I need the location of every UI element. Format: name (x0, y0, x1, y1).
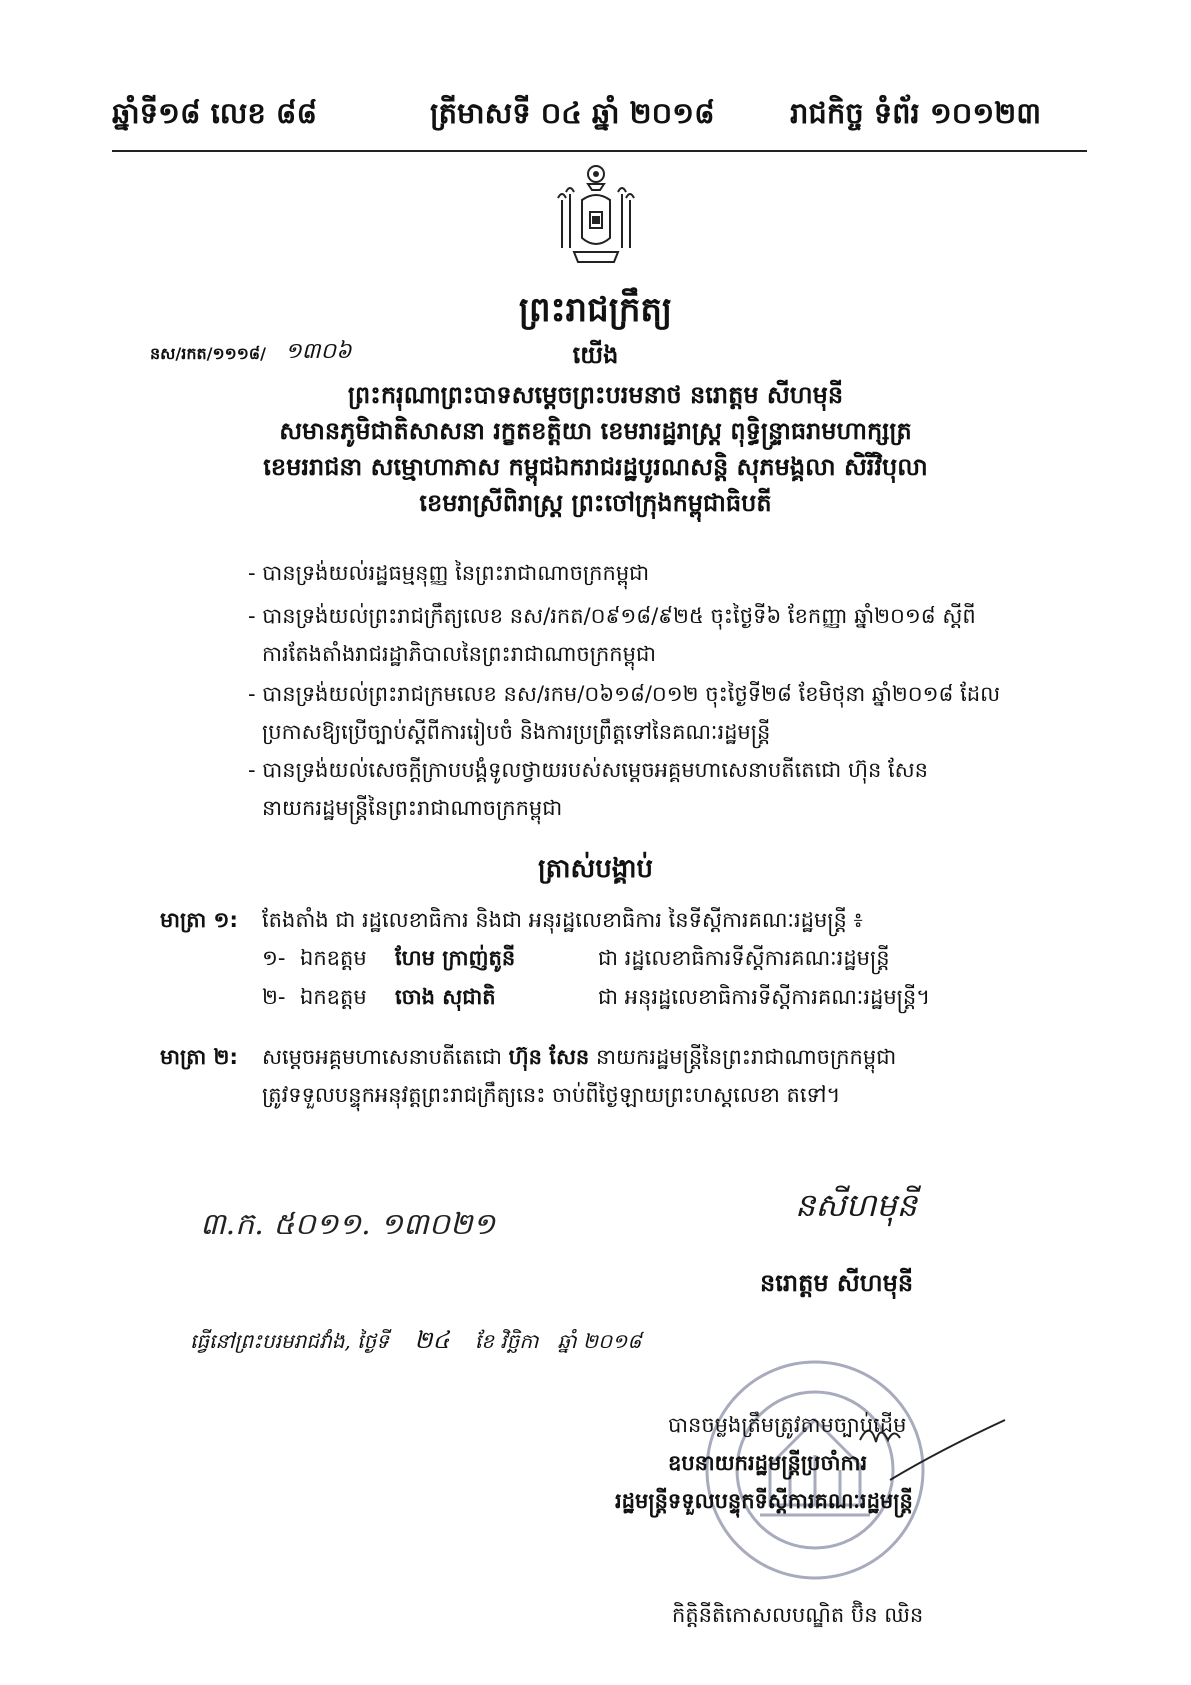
decree-we: យើង (572, 341, 619, 369)
appointment-num: ១- (262, 946, 286, 970)
preamble-item-cont: នាយករដ្ឋមន្ត្រីនៃព្រះរាជាណាចក្រកម្ពុជា (262, 796, 563, 820)
place-date-day: ២៤ (414, 1326, 450, 1354)
appointment-title: ឯកឧត្តម (300, 946, 367, 970)
king-title-line: ខេមររាជនា សម្មោហាភាស កម្ពុជឯករាជរដ្ឋបូរណសន្តិ សុភមង្គលា សិរីវិបុលា (263, 453, 928, 481)
countersign-line: រដ្ឋមន្ត្រីទទួលបន្ទុកទីស្តីការគណៈរដ្ឋមន្ត្រី (615, 1489, 913, 1513)
countersign-name: កិត្តិនីតិកោសលបណ្ឌិត ប៊ិន ឈិន (672, 1603, 924, 1627)
king-title-line: ខេមរាស្រីពិរាស្ត្រ ព្រះចៅក្រុងកម្ពុជាធិបតី (419, 489, 772, 517)
king-title-line: សមានភូមិជាតិសាសនា រក្ខតខត្តិយា ខេមរារដ្ឋរាស្ត្រ ពុទ្ធិន្ទ្រាធរាមហាក្សត្រ (279, 417, 912, 445)
countersign-line: ឧបនាយករដ្ឋមន្ត្រីប្រចាំការ (668, 1451, 868, 1475)
article2-text-cont: ត្រូវទទួលបន្ទុកអនុវត្តព្រះរាជក្រឹត្យនេះ ចាប់ពីថ្ងៃឡាយព្រះហស្តលេខា តទៅ។ (262, 1083, 841, 1107)
decree-ref-no: នស/រកត/១១១៨/ (150, 344, 266, 363)
appointment-num: ២- (262, 985, 286, 1009)
article2-name: ហ៊ុន សែន (508, 1045, 590, 1069)
header-date: ត្រីមាសទី ០៤ ឆ្នាំ ២០១៨ (430, 96, 715, 130)
appointment-name: ហែម ក្រាញ់តូនី (395, 946, 516, 970)
article2-text: សម្តេចអគ្គមហាសេនាបតីតេជោ ហ៊ុន សែន នាយករដ្ឋមន្ត្រីនៃព្រះរាជាណាចក្រកម្ពុជា (262, 1045, 897, 1069)
countersign-line: បានចម្លងត្រឹមត្រូវតាមច្បាប់ដើម (668, 1413, 907, 1437)
preamble-item-cont: ប្រកាសឱ្យប្រើច្បាប់ស្តីពីការរៀបចំ និងការប្រព្រឹត្តទៅនៃគណៈរដ្ឋមន្ត្រី (262, 720, 771, 744)
header-rule (112, 150, 1087, 152)
header-issue: ឆ្នាំទី១៨ លេខ ៨៨ (112, 96, 317, 130)
article2-label: មាត្រា ២: (160, 1045, 238, 1069)
header-page: រាជកិច្ច ទំព័រ ១០១២៣ (790, 96, 1042, 130)
king-name: នរោត្តម សីហមុនី (760, 1269, 914, 1297)
king-title-line: ព្រះករុណាព្រះបាទសម្តេចព្រះបរមនាថ នរោត្តម សីហមុនី (347, 381, 844, 409)
appointment-title: ឯកឧត្តម (300, 985, 367, 1009)
decree-ref-handwritten: ១៣០៦ (285, 339, 352, 364)
place-date: ធ្វើនៅព្រះបរមរាជវាំង, ថ្ងៃទី ២៤ ខែ វិច្ឆិកា ឆ្នាំ ២០១៨ (190, 1326, 642, 1354)
royal-emblem-icon (548, 160, 644, 270)
article1-text: តែងតាំង ជា រដ្ឋលេខាធិការ និងជា អនុរដ្ឋលេខាធិការ នៃទីស្តីការគណៈរដ្ឋមន្ត្រី ៖ (262, 908, 863, 932)
preamble-item-cont: ការតែងតាំងរាជរដ្ឋាភិបាលនៃព្រះរាជាណាចក្រកម្ពុជា (262, 642, 656, 666)
section-title: ត្រាស់បង្គាប់ (537, 854, 654, 884)
preamble-item: - បានទ្រង់យល់ព្រះរាជក្រមលេខ នស/រកម/០៦១៨/០១២ ចុះថ្ងៃទី២៨ ខែមិថុនា ឆ្នាំ២០១៨ ដែល (248, 682, 1001, 706)
preamble-item: - បានទ្រង់យល់សេចក្តីក្រាបបង្គំទូលថ្វាយរបស់សម្តេចអគ្គមហាសេនាបតីតេជោ ហ៊ុន សែន (248, 758, 928, 782)
handwritten-ref: ៣.ក. ៥០១១. ១៣០២១ (200, 1207, 496, 1242)
king-signature: នសីហមុនី (795, 1186, 917, 1224)
appointment-position: ជា អនុរដ្ឋលេខាធិការទីស្តីការគណៈរដ្ឋមន្ត្រី។ (598, 985, 931, 1009)
decree-title: ព្រះរាជក្រឹត្យ (518, 290, 673, 330)
appointment-position: ជា រដ្ឋលេខាធិការទីស្តីការគណៈរដ្ឋមន្ត្រី (598, 946, 890, 970)
preamble-item: - បានទ្រង់យល់ព្រះរាជក្រឹត្យលេខ នស/រកត/០៩១៨/៩២៥ ចុះថ្ងៃទី៦ ខែកញ្ញា ឆ្នាំ២០១៨ ស្តីពី (248, 604, 976, 628)
appointment-name: ចោង សុជាតិ (395, 985, 496, 1009)
article1-label: មាត្រា ១: (160, 908, 238, 932)
preamble-item: - បានទ្រង់យល់រដ្ឋធម្មនុញ្ញ នៃព្រះរាជាណាចក្រកម្ពុជា (248, 561, 650, 585)
